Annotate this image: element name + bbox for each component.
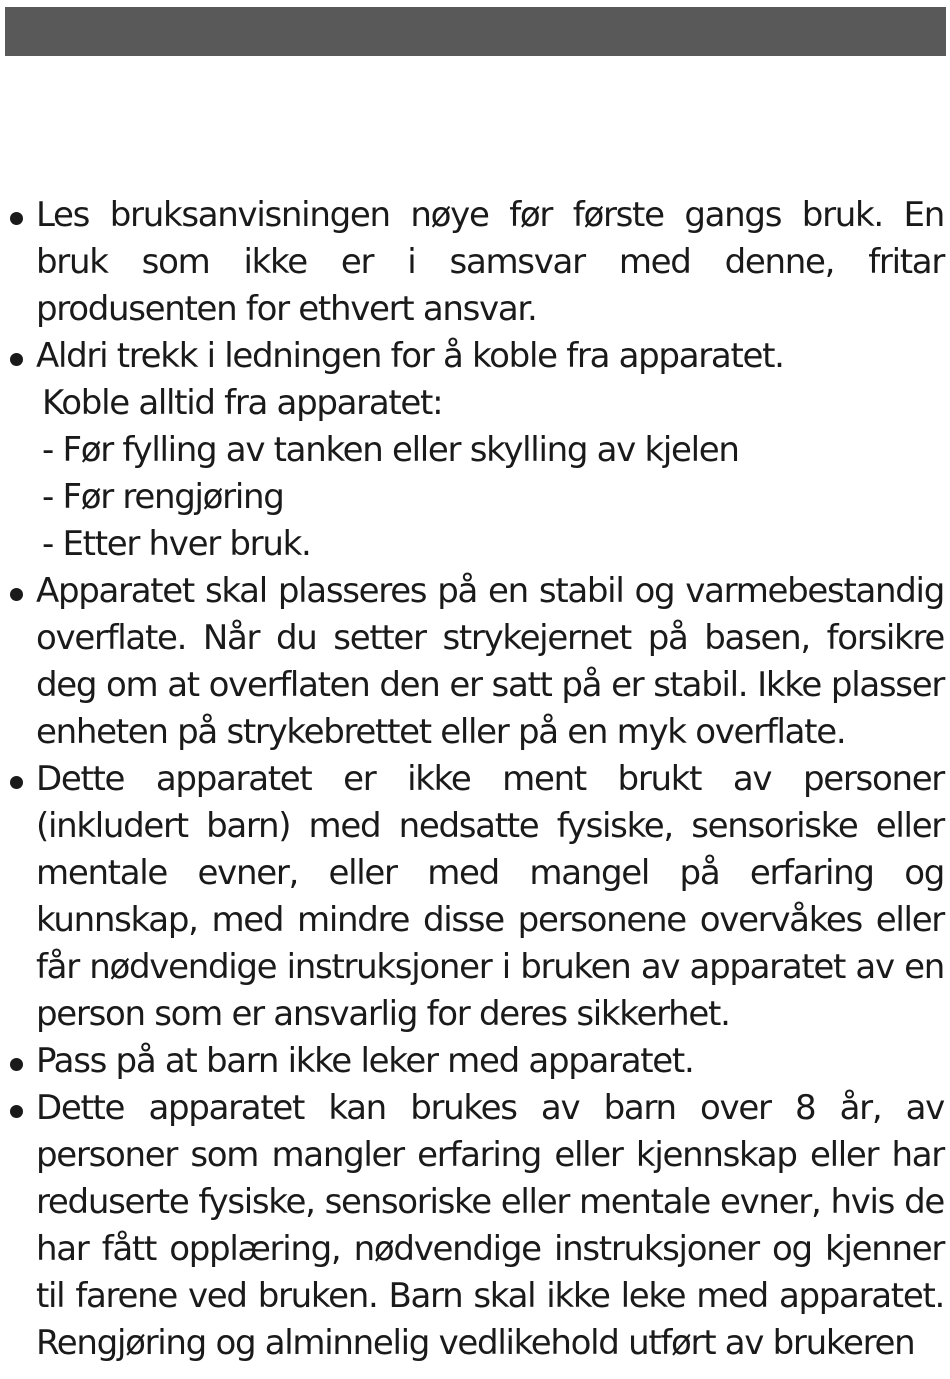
sublist-item: - Før fylling av tanken eller skylling av kjelen — [42, 430, 739, 470]
sublist-item: - Før rengjøring — [42, 477, 284, 517]
item-text: Dette apparatet er ikke ment brukt av personer (inkludert barn) med nedsatte fysiske, sensoriske eller mentale evner, eller med mangel på erfaring og kunnskap, med mindre disse personene overvåkes eller får nødvendige instruksjoner i bruken av apparatet av en person som er ansvarlig for deres sikkerhet. — [36, 759, 944, 1034]
item-text: Aldri trekk i ledningen for å koble fra apparatet. — [36, 336, 784, 376]
list-item — [8, 192, 944, 333]
item-text: Pass på at barn ikke leker med apparatet. — [36, 1041, 694, 1081]
list-item — [8, 1085, 944, 1367]
list-item — [8, 756, 944, 1038]
list-item — [8, 1038, 944, 1085]
header-bar — [5, 7, 946, 56]
list-item — [8, 333, 944, 568]
item-text: Apparatet skal plasseres på en stabil og varmebestandig overflate. Når du setter strykejernet på basen, forsikre deg om at overflaten den er satt på er stabil. Ikke plasser enheten på strykebrettet eller på en myk overflate. — [36, 571, 944, 752]
item-text: Les bruksanvisningen nøye før første gangs bruk. En bruk som ikke er i samsvar med denne, fritar produsenten for ethvert ansvar. — [36, 195, 944, 329]
sublist-item: - Etter hver bruk. — [42, 524, 311, 564]
item-subtext: Koble alltid fra apparatet: — [42, 383, 443, 423]
item-text: Dette apparatet kan brukes av barn over 8 år, av personer som mangler erfaring eller kjennskap eller har reduserte fysiske, sensoriske eller mentale evner, hvis de har fått opplæring, nødvendige instruksjoner og kjenner til farene ved bruken. Barn skal ikke leke med apparatet. Rengjøring og alminnelig vedlikehold utført av brukeren — [36, 1088, 944, 1363]
safety-instructions — [8, 192, 944, 1367]
list-item — [8, 568, 944, 756]
